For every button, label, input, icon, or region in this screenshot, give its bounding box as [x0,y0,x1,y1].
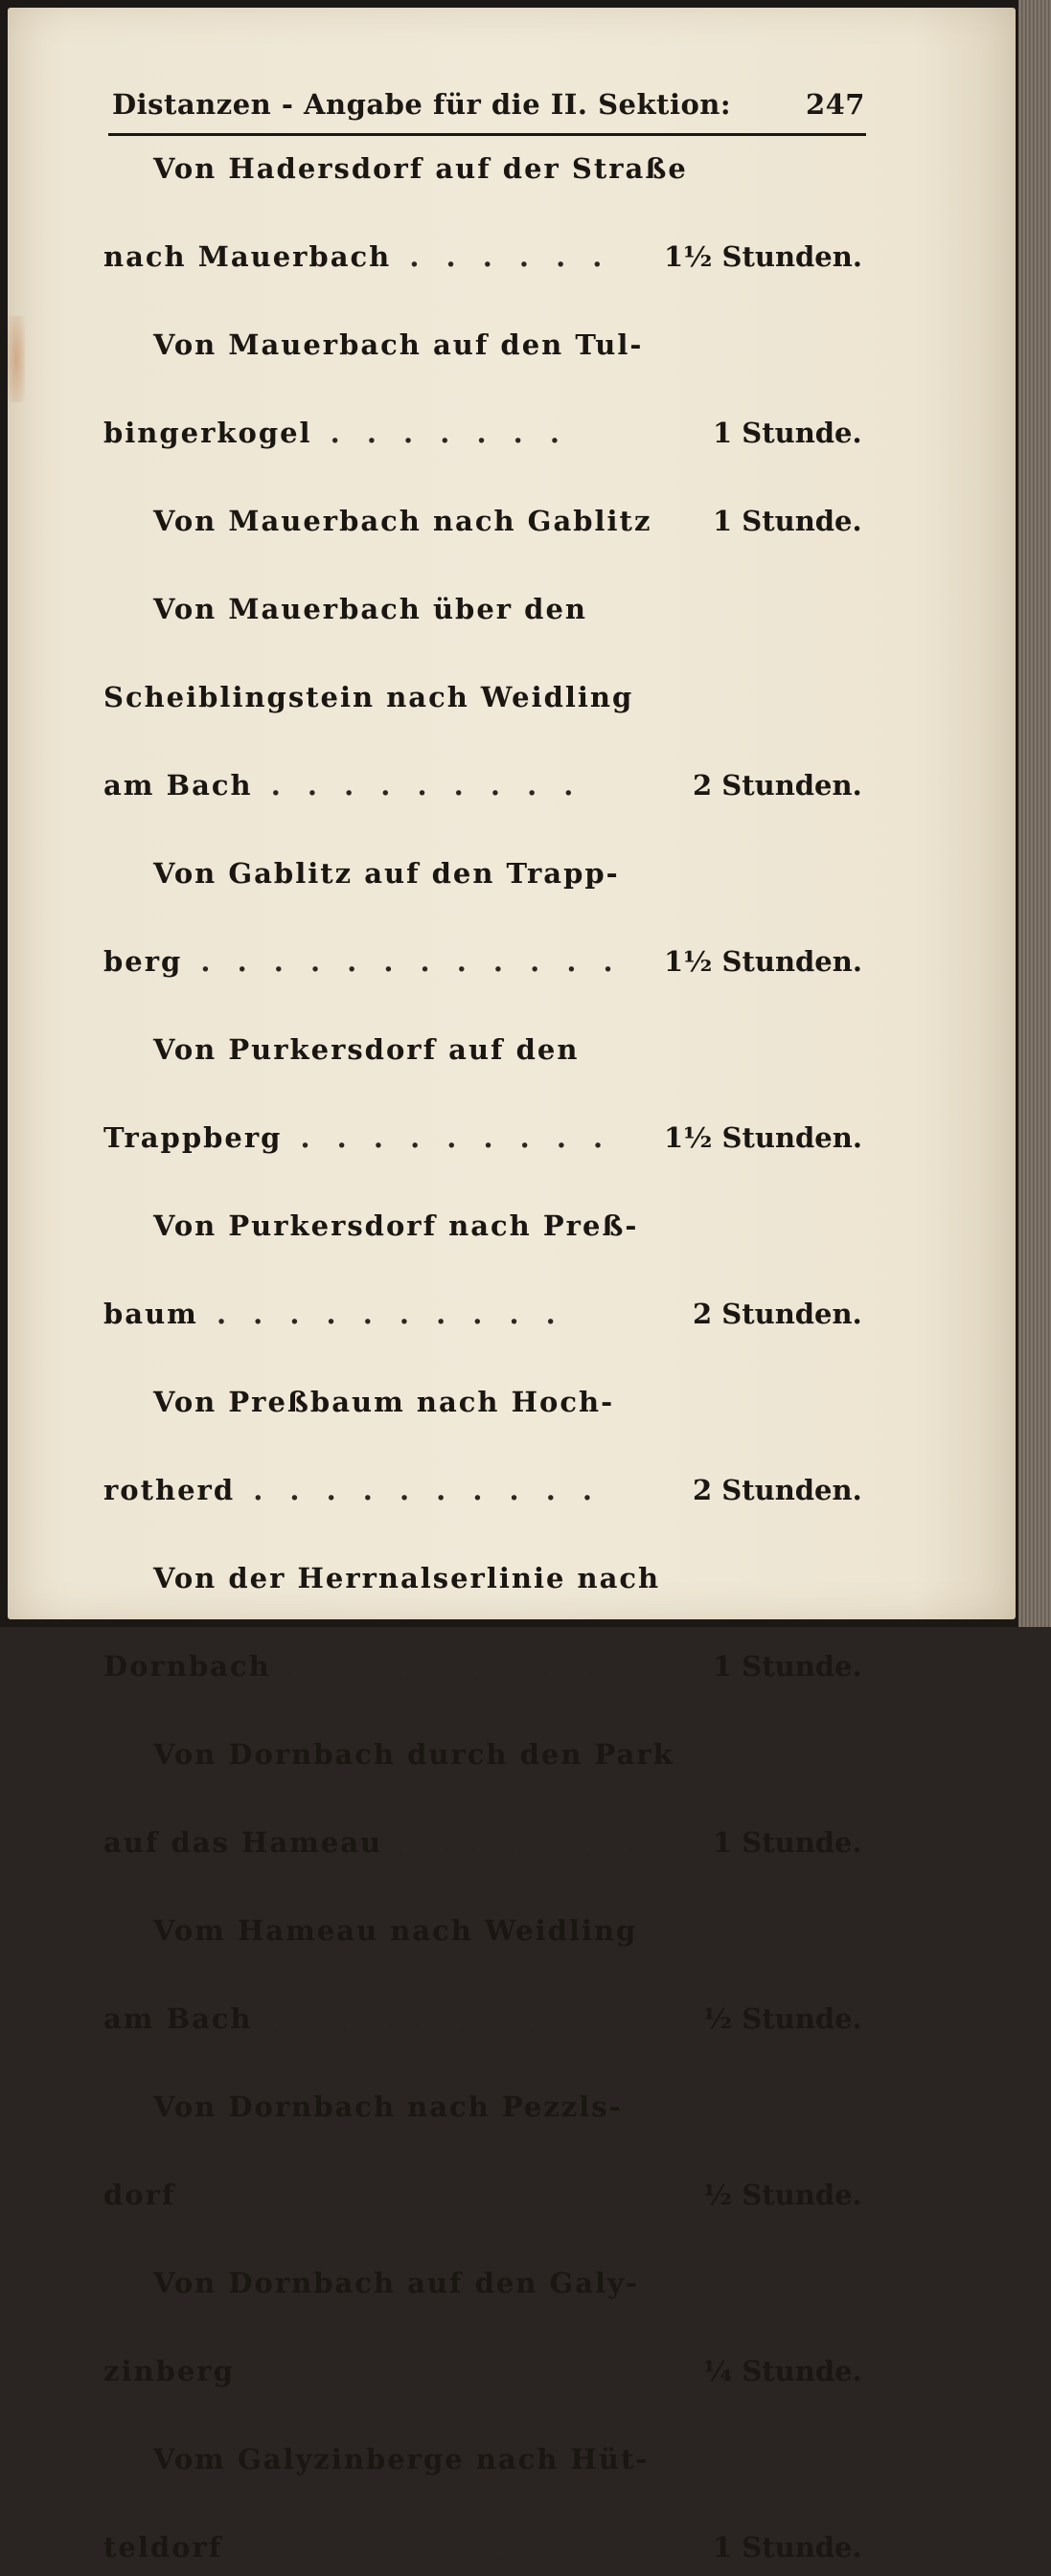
entry-text: Vom Hameau nach Weidling [153,1914,638,1947]
entry-text: dorf [103,2179,176,2211]
entry-distance: ¼ Stunde. [703,2355,862,2387]
entry-text: Von Preßbaum nach Hoch- [153,1386,615,1418]
entry-text: am Bach [103,2002,253,2035]
entry-text: am Bach [103,769,253,802]
header-title: Distanzen - Angabe für die II. Sektion: [112,88,732,121]
entry-text: Von Gablitz auf den Trapp- [153,857,620,890]
entry-text: Von der Herrnalserlinie nach [153,1562,661,1594]
entry-continuation-line [103,1990,582,2047]
entry-continuation-line [103,1109,611,1166]
entry-route-line [153,492,651,550]
dot-leader: . . . . . . . . . . . [234,2355,637,2387]
entry-continuation-line [103,228,610,285]
entry-text: zinberg [103,2355,235,2387]
dot-leader: . . . . . . . . . . [197,1298,564,1330]
entry-route-line [153,316,643,373]
entry-continuation-line [103,933,622,990]
entry-distance: 1½ Stunden. [664,945,862,978]
entry-route-line [153,1726,674,1783]
entry-text: berg [103,945,183,978]
entry-text: Dornbach [103,1650,271,1683]
entry-distance: 1 Stunde. [713,417,862,449]
entry-continuation-line [103,1814,639,1871]
entry-continuation-line [103,1285,564,1343]
entry-distance: 1½ Stunden. [664,1121,862,1154]
dot-leader: . . . . . . . . . [252,769,583,802]
entry-text: Von Mauerbach nach Gablitz [153,505,652,537]
dot-leader: . . . . . . . . . [270,1650,601,1683]
entry-continuation-line [103,404,568,462]
entry-continuation-line [103,757,582,814]
dot-leader: . . . . . . . . . . . . [175,2179,615,2211]
entry-route-line [153,2078,623,2135]
entry-text: Von Mauerbach auf den Tul- [153,328,644,361]
entry-distance: 1 Stunde. [713,1650,862,1683]
entry-text: Von Dornbach auf den Galy- [153,2267,639,2299]
entry-text: rotherd [103,1474,236,1506]
dot-leader: . . . . . . . . . [252,2002,583,2035]
entry-route-line [153,2254,639,2312]
entry-continuation-line [103,1638,600,1695]
page-number: 247 [805,88,865,121]
entry-distance: 2 Stunden. [693,1474,862,1506]
entry-distance: ½ Stunde. [703,2179,862,2211]
entry-continuation-line [103,2519,662,2576]
entry-text: Von Purkersdorf auf den [153,1033,580,1066]
entry-text: Von Dornbach nach Pezzls- [153,2090,623,2123]
entry-distance: 1 Stunde. [713,1826,862,1859]
entry-route-line [153,1902,637,1959]
entry-text: nach Mauerbach [103,240,392,273]
entry-route-line [153,845,620,902]
dot-leader: . . . . . . . . . . . . [222,2531,662,2564]
entry-distance: 1½ Stunden. [664,240,862,273]
entry-continuation-line [103,2342,637,2400]
dot-leader: . . . . . . . . . [282,1121,612,1154]
entry-text: baum [103,1298,198,1330]
dot-leader: . . . . . . [391,240,611,273]
entry-text: Von Dornbach durch den Park [153,1738,674,1771]
entry-route-line [153,1549,660,1607]
entry-route-line [153,2430,649,2488]
entry-route-line [153,1373,614,1431]
entry-text: auf das Hameau [103,1826,383,1859]
entry-text: Trappberg [103,1121,283,1154]
entry-continuation-line [103,668,633,726]
entry-route-line [153,1197,638,1254]
entry-route-line [153,1021,579,1078]
entry-route-line [153,580,587,638]
entry-distance: 1 Stunde. [713,2531,862,2564]
entry-continuation-line [103,1461,601,1519]
entry-route-line [153,140,688,197]
entry-text: Scheiblingstein nach Weidling [103,681,634,713]
entry-text: Von Hadersdorf auf der Straße [153,152,688,185]
entry-distance: 2 Stunden. [693,1298,862,1330]
dot-leader: . . . . . . . . . . . . [182,945,622,978]
entry-text: Vom Galyzinberge nach Hüt- [153,2443,650,2475]
dot-leader: . . . . . . . [382,1826,639,1859]
entry-distance: ½ Stunde. [703,2002,862,2035]
entry-text: teldorf [103,2531,223,2564]
entry-text: Von Mauerbach über den [153,593,587,625]
dot-leader: . . . . . . . . . . [235,1474,602,1506]
entry-text: Von Purkersdorf nach Preß- [153,1209,639,1242]
entry-text: bingerkogel [103,417,312,449]
entry-distance: 2 Stunden. [693,769,862,802]
dot-leader: . . . . . . . [311,417,568,449]
entry-continuation-line [103,2166,615,2224]
entry-distance: 1 Stunde. [713,505,862,537]
